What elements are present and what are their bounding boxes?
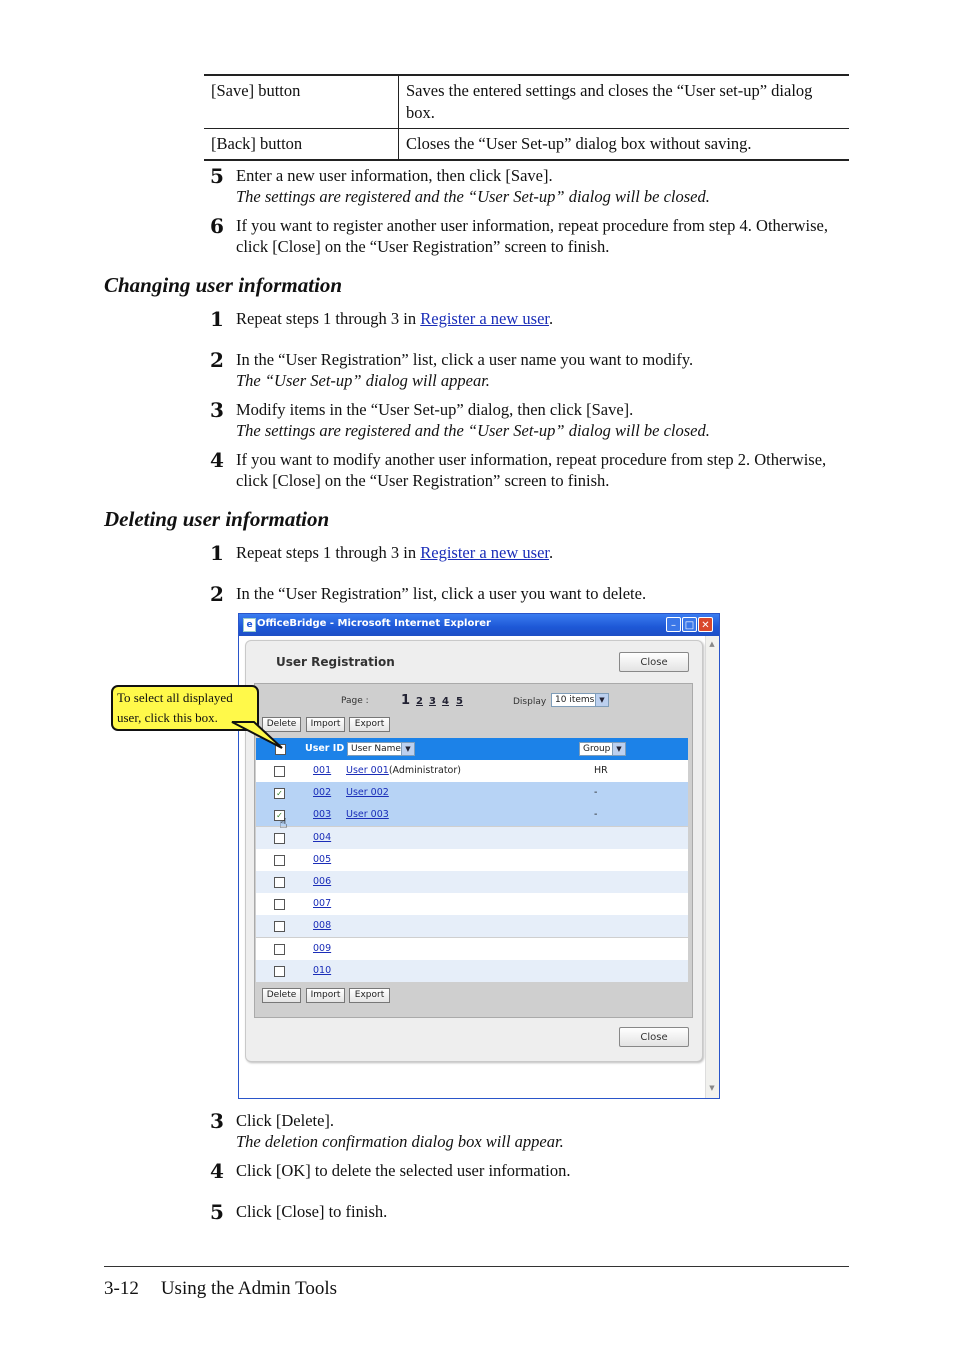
display-select[interactable]: [551, 693, 609, 707]
table-row[interactable]: [256, 960, 688, 982]
page-link-1[interactable]: 1: [401, 693, 411, 708]
row-checkbox[interactable]: [274, 877, 285, 888]
export-button-bottom[interactable]: Export: [349, 988, 390, 1003]
page-number: 3-12: [104, 1278, 139, 1299]
import-button-top[interactable]: Import: [306, 717, 345, 732]
step-number: 2: [210, 582, 224, 606]
import-button-bottom[interactable]: Import: [306, 988, 345, 1003]
row-checkbox[interactable]: [274, 921, 285, 932]
row-checkbox[interactable]: [274, 833, 285, 844]
section-heading-change: Changing user information: [104, 273, 343, 297]
delete-button-bottom[interactable]: Delete: [262, 988, 301, 1003]
display-label: Display: [513, 697, 547, 707]
step-number: 6: [210, 214, 224, 238]
table-row[interactable]: [256, 915, 688, 937]
user-name-cell: [346, 787, 389, 798]
group-select-value: Group: [583, 744, 611, 754]
page-link-4[interactable]: 4: [442, 696, 449, 707]
step-text: Click [OK] to delete the selected user information.: [236, 1161, 571, 1180]
display-select-value: 10 items: [555, 695, 595, 705]
row-checkbox[interactable]: [274, 966, 285, 977]
close-window-icon[interactable]: ✕: [698, 617, 713, 632]
callout-note: To select all displayed user, click this box.: [111, 685, 259, 731]
user-name-link[interactable]: User 001: [346, 765, 389, 776]
user-group: -: [594, 787, 598, 799]
username-sort-select[interactable]: [347, 742, 415, 756]
user-id-link[interactable]: 002: [313, 787, 332, 799]
browser-window-screenshot: [238, 613, 720, 1099]
table-cell-desc: Closes the “User Set-up” dialog box without saving.: [399, 129, 850, 161]
table-row[interactable]: [256, 871, 688, 893]
user-group: HR: [594, 765, 608, 776]
window-title: OfficeBridge - Microsoft Internet Explorer: [257, 618, 491, 629]
user-id-link[interactable]: 007: [313, 898, 332, 910]
minimize-icon[interactable]: –: [666, 617, 681, 632]
step-number: 3: [210, 1109, 224, 1133]
user-role-note: (Administrator): [388, 765, 461, 776]
step-number: 5: [210, 1200, 224, 1224]
chevron-down-icon: ▼: [612, 743, 625, 755]
step-number: 2: [210, 348, 224, 372]
step-text: In the “User Registration” list, click a user name you want to modify.: [236, 350, 694, 369]
step-text: Click [Close] to finish.: [236, 1202, 388, 1221]
user-id-link[interactable]: 009: [313, 942, 332, 954]
user-id-link[interactable]: 006: [313, 876, 332, 887]
step-text-end: .: [549, 543, 554, 562]
step-number: 4: [210, 448, 224, 472]
footer-rule: [104, 1266, 849, 1267]
row-checkbox[interactable]: ✓: [274, 788, 285, 799]
row-checkbox[interactable]: [274, 899, 285, 910]
chevron-down-icon: ▼: [401, 743, 414, 755]
maximize-icon[interactable]: □: [682, 617, 697, 632]
table-row[interactable]: [256, 804, 688, 826]
close-button-top[interactable]: Close: [619, 652, 689, 672]
step-text: Repeat steps 1 through 3 in: [236, 543, 421, 562]
table-cell-label: [Save] button: [204, 75, 399, 129]
step-result: The “User Set-up” dialog will appear.: [236, 370, 490, 390]
user-name-cell: [346, 809, 389, 820]
page-link-3[interactable]: 3: [429, 696, 436, 707]
step-text: Click [Delete].: [236, 1111, 335, 1130]
user-id-link[interactable]: 001: [313, 765, 332, 776]
page-label: Page :: [341, 696, 369, 706]
user-name-cell: [346, 765, 461, 776]
table-row[interactable]: [256, 782, 688, 804]
group-sort-select[interactable]: [579, 742, 626, 756]
step-text: In the “User Registration” list, click a user you want to delete.: [236, 584, 647, 603]
table-cell-desc: Saves the entered settings and closes the “User set-up” dialog box.: [399, 75, 850, 129]
row-checkbox[interactable]: [274, 944, 285, 955]
ie-icon: e: [243, 618, 256, 632]
page-footer: [104, 1278, 337, 1300]
step-number: 1: [210, 541, 224, 565]
button-description-table: [204, 74, 849, 161]
user-id-link[interactable]: 010: [313, 964, 332, 976]
page-link-5[interactable]: 5: [456, 696, 463, 707]
callout-pointer: [230, 720, 290, 752]
vertical-scrollbar[interactable]: [705, 636, 719, 1098]
step-number: 4: [210, 1159, 224, 1183]
row-checkbox[interactable]: [274, 855, 285, 866]
table-row: [204, 129, 849, 161]
step-text: Enter a new user information, then click [Save].: [236, 166, 553, 185]
step-text: Modify items in the “User Set-up” dialog, then click [Save].: [236, 400, 634, 419]
row-checkbox[interactable]: ✓: [274, 810, 285, 821]
user-id-link[interactable]: 003: [313, 809, 332, 821]
step-result: The settings are registered and the “User Set-up” dialog will be closed.: [236, 186, 710, 206]
hand-cursor-icon: ☝: [279, 816, 288, 832]
page-link-2[interactable]: 2: [416, 696, 423, 707]
username-select-value: User Name: [351, 744, 401, 754]
row-checkbox[interactable]: [274, 766, 285, 777]
chevron-down-icon: ▼: [595, 694, 608, 706]
delete-button-top[interactable]: Delete: [262, 717, 301, 732]
user-id-link[interactable]: 008: [313, 920, 332, 932]
table-cell-label: [Back] button: [204, 129, 399, 161]
page-title: User Registration: [276, 655, 395, 669]
user-id-link[interactable]: 004: [313, 831, 332, 843]
table-row: [204, 75, 849, 129]
col-userid: User ID: [305, 743, 345, 754]
window-title-bar: [239, 614, 719, 636]
export-button-top[interactable]: Export: [349, 717, 390, 732]
table-row[interactable]: [256, 760, 688, 782]
table-row[interactable]: [256, 938, 688, 960]
section-heading-delete: Deleting user information: [104, 507, 330, 531]
register-new-user-link[interactable]: Register a new user: [420, 309, 549, 328]
step-text: Repeat steps 1 through 3 in: [236, 309, 421, 328]
step-text-end: .: [549, 309, 554, 328]
user-id-link[interactable]: 005: [313, 853, 332, 865]
step-text: If you want to register another user information, repeat procedure from step 4. Otherwise, click [Close] on the “User Registration” screen to finish.: [236, 216, 828, 256]
table-row[interactable]: [256, 893, 688, 915]
close-button-bottom[interactable]: Close: [619, 1027, 689, 1047]
step-text: If you want to modify another user information, repeat procedure from step 2. Otherwise, click [Close] on the “User Registration” screen to finish.: [236, 450, 827, 490]
user-name-link[interactable]: User 003: [346, 809, 389, 821]
register-new-user-link[interactable]: Register a new user: [420, 543, 549, 562]
list-header: [256, 738, 688, 760]
table-row[interactable]: [256, 849, 688, 871]
step-number: 3: [210, 398, 224, 422]
step-number: 5: [210, 164, 224, 188]
user-group: -: [594, 809, 598, 821]
scroll-down-icon[interactable]: ▼: [709, 1084, 715, 1092]
footer-title: Using the Admin Tools: [160, 1278, 338, 1299]
step-result: The deletion confirmation dialog box will appear.: [236, 1131, 564, 1151]
user-name-link[interactable]: User 002: [346, 787, 389, 799]
step-result: The settings are registered and the “User Set-up” dialog will be closed.: [236, 420, 710, 440]
step-number: 1: [210, 307, 224, 331]
table-row[interactable]: [256, 827, 688, 849]
scroll-up-icon[interactable]: ▲: [709, 640, 715, 648]
